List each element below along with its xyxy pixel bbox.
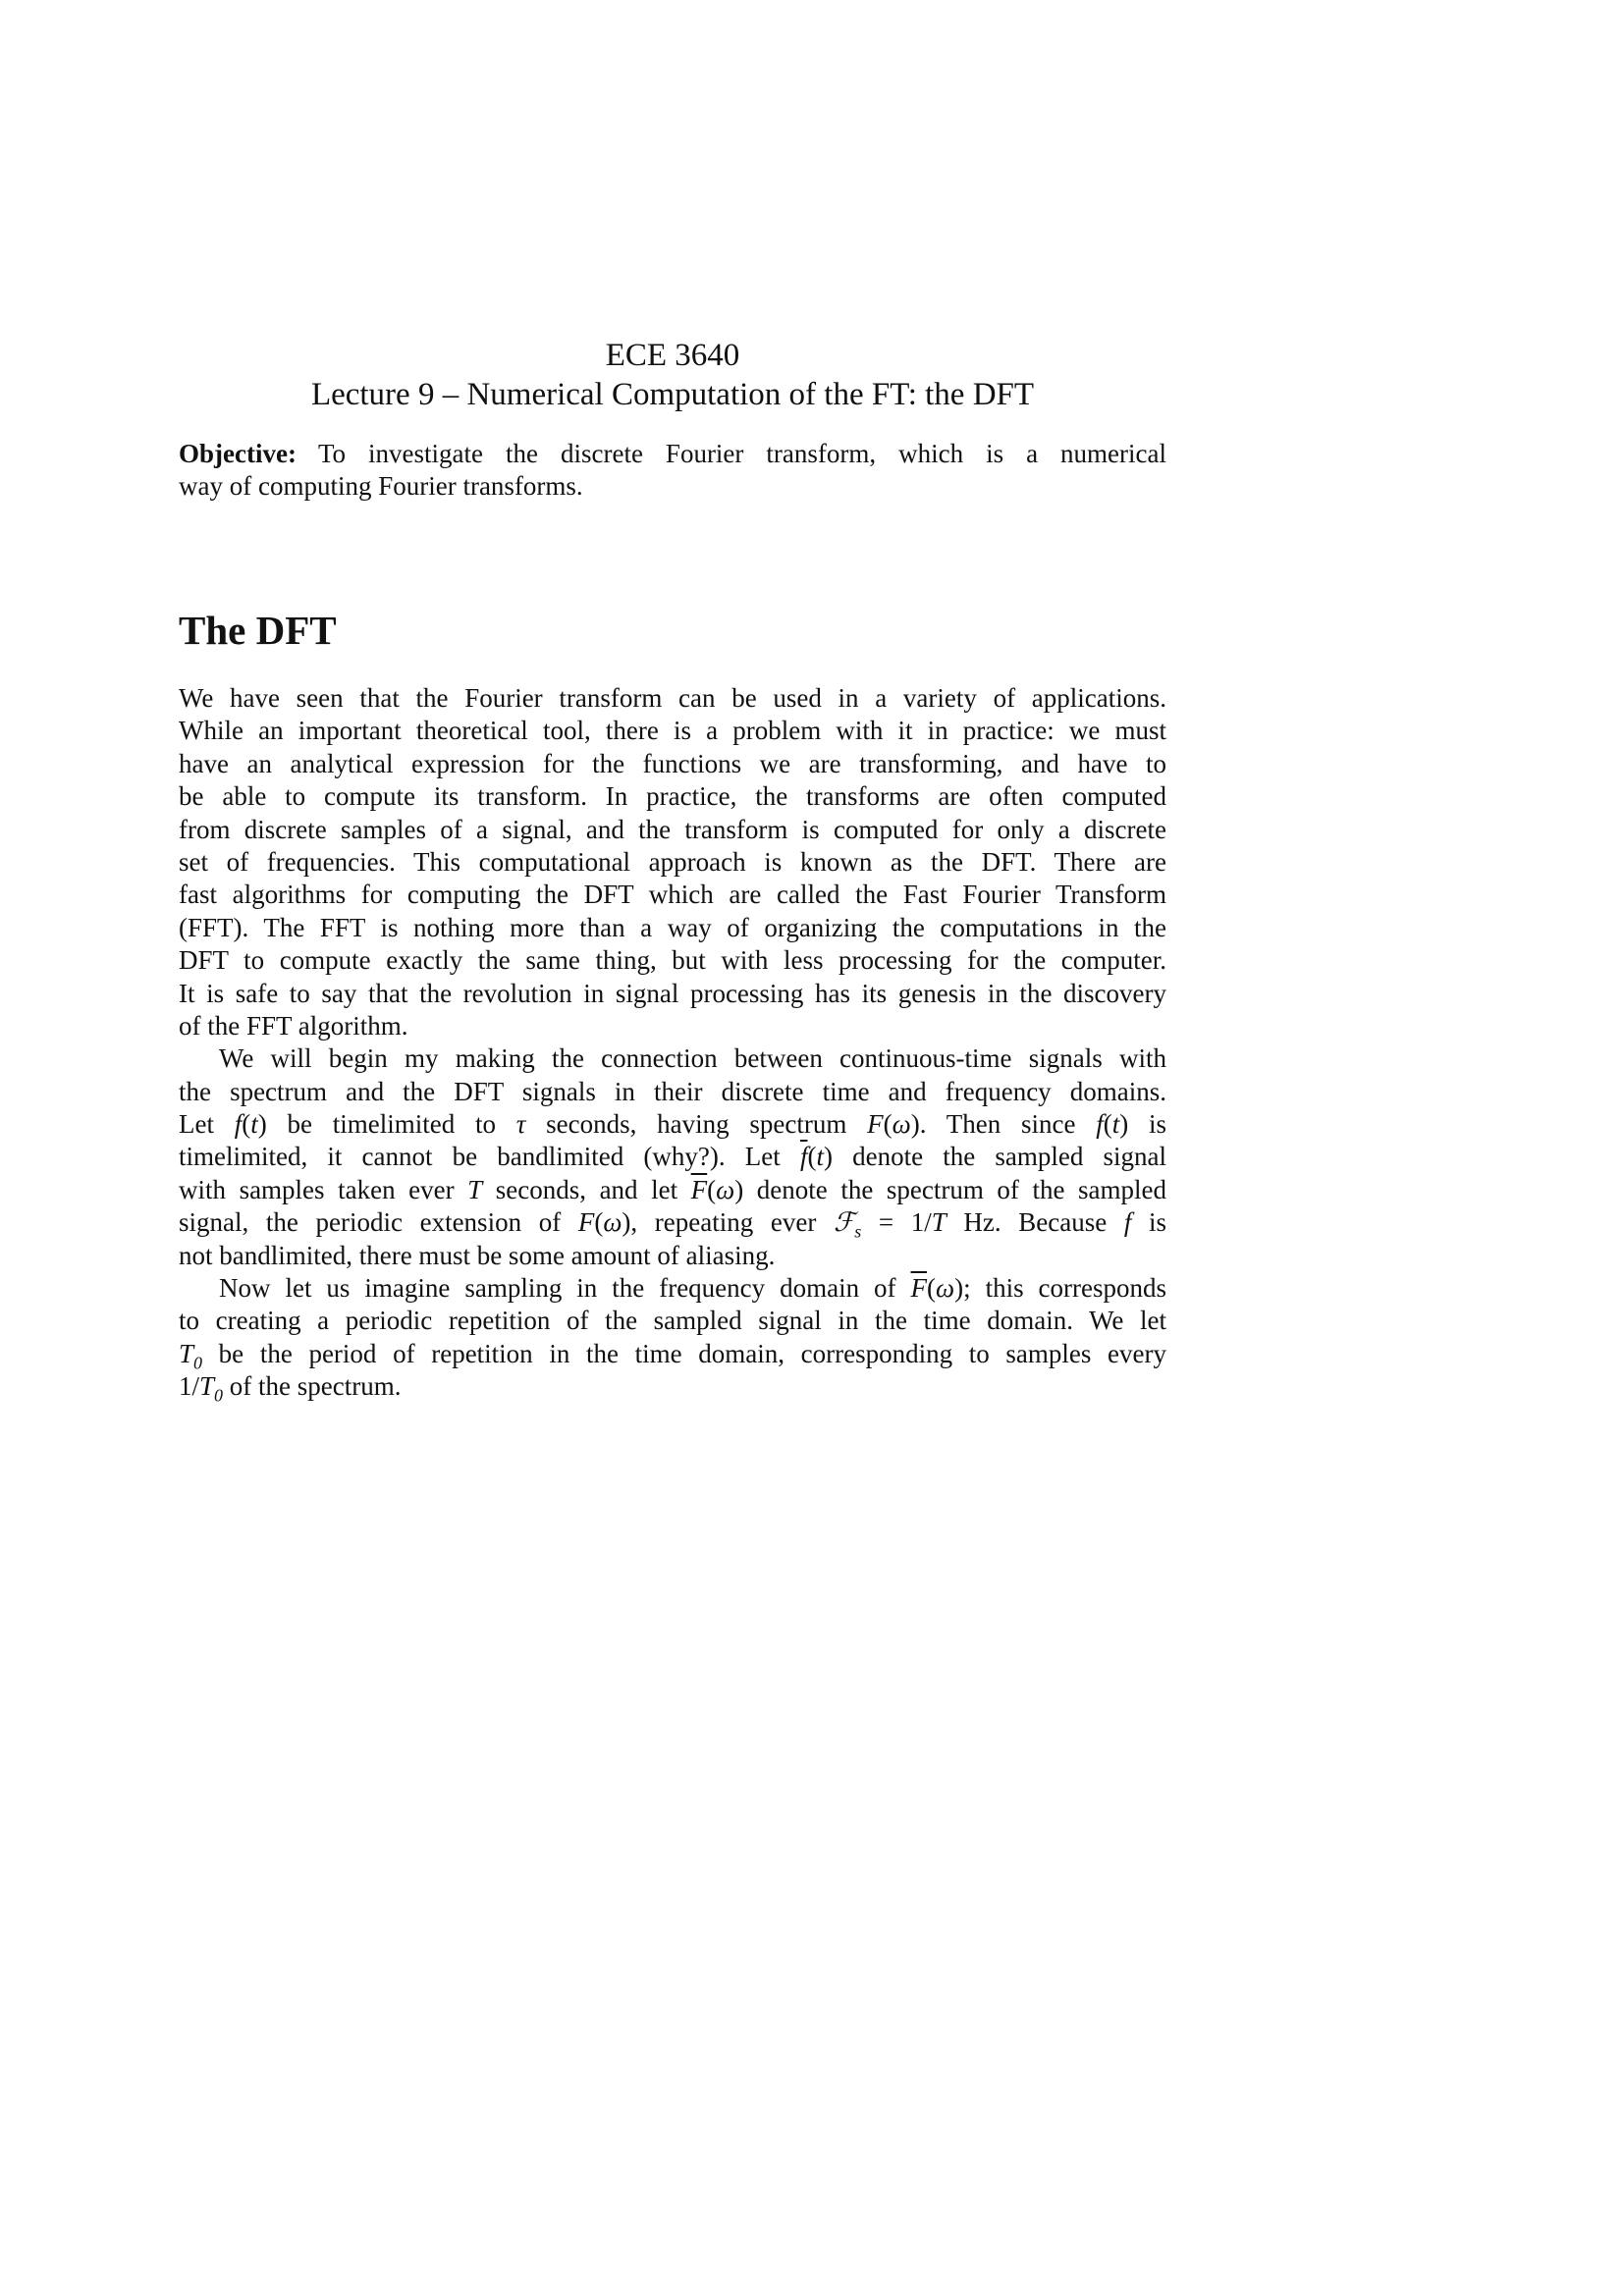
text-segment: It is safe to say that the revolution in signal processing has its genesis in the discovery <box>179 978 1166 1008</box>
objective-label: Objective: <box>179 439 297 468</box>
text-segment: be able to compute its transform. In practice, the transforms are often computed <box>179 781 1166 812</box>
text-line <box>179 1272 1166 1305</box>
text-line <box>179 1370 1166 1406</box>
math-symbol: f <box>1123 1207 1132 1238</box>
objective <box>179 438 1166 504</box>
text-segment: set of frequencies. This computational approach is known as the DFT. There are <box>179 846 1166 877</box>
text-line <box>179 1108 1166 1141</box>
text-line <box>179 1042 1166 1075</box>
text-segment: DFT to compute exactly the same thing, but with less processing for the computer. <box>179 945 1166 976</box>
text-line <box>179 846 1166 879</box>
text-line <box>179 1141 1166 1173</box>
math-symbol: T <box>931 1207 947 1238</box>
math-symbol: $\overline{F}$ <box>690 1174 708 1204</box>
text-line <box>179 944 1166 977</box>
math-symbol: $\overline{F}$ <box>910 1273 928 1304</box>
math-subscript: 0 <box>193 1353 203 1373</box>
objective-line-1 <box>179 438 1166 470</box>
text-segment: of the spectrum. <box>223 1371 402 1402</box>
math-subscript: s <box>854 1221 862 1242</box>
section-body <box>179 682 1166 1404</box>
text-segment: be the period of repetition in the time domain, corresponding to samples every <box>202 1338 1166 1368</box>
text-segment: with samples taken ever <box>179 1174 468 1204</box>
section-heading: The DFT <box>179 608 337 653</box>
math-symbol: ℱ$_s$ <box>833 1207 862 1242</box>
math-symbol: ω <box>603 1207 622 1238</box>
text-line <box>179 912 1166 944</box>
text-segment: ). Then since <box>910 1109 1097 1140</box>
text-line <box>179 715 1166 747</box>
math-symbol: ω <box>936 1273 955 1304</box>
text-line <box>179 1338 1166 1373</box>
text-line <box>179 1076 1166 1108</box>
lecture-title: Lecture 9 – Numerical Computation of the FT: the DFT <box>310 377 1035 412</box>
text-segment: Let <box>179 1109 235 1140</box>
math-symbol: T <box>467 1174 483 1204</box>
math-symbol: t <box>250 1109 258 1140</box>
text-segment: = 1/ <box>861 1207 932 1238</box>
text-segment: ( <box>707 1174 717 1204</box>
text-segment: We will begin my making the connection between continuous-time signals with <box>219 1043 1166 1074</box>
objective-text-2: way of computing Fourier transforms. <box>179 471 583 502</box>
text-line <box>179 1206 1166 1242</box>
text-segment: seconds, and let <box>482 1174 691 1204</box>
math-symbol: $\overline{f}$ <box>799 1142 808 1172</box>
text-segment: ( <box>242 1109 251 1140</box>
text-segment: seconds, having spectrum <box>525 1109 868 1140</box>
text-segment: not bandlimited, there must be some amount of aliasing. <box>179 1240 776 1270</box>
text-line <box>179 1305 1166 1337</box>
text-segment: timelimited, it cannot be bandlimited (why?). Let <box>179 1142 800 1172</box>
math-symbol: t <box>816 1142 824 1172</box>
text-segment: ), repeating ever <box>622 1207 834 1238</box>
text-segment: We have seen that the Fourier transform can be used in a variety of applications. <box>179 683 1166 713</box>
text-line <box>179 1240 1166 1272</box>
paragraph <box>179 1272 1166 1404</box>
course-title: ECE 3640 <box>605 338 740 373</box>
text-segment: While an important theoretical tool, there is a problem with it in practice: we must <box>179 716 1166 746</box>
math-symbol: τ <box>515 1109 526 1140</box>
text-line <box>179 748 1166 780</box>
math-symbol: $T_0$ <box>199 1371 224 1406</box>
text-segment: ) denote the sampled signal <box>823 1142 1167 1172</box>
math-symbol: $T_0$ <box>179 1338 203 1373</box>
text-segment: 1/ <box>179 1371 200 1402</box>
text-line <box>179 978 1166 1010</box>
math-symbol: t <box>1111 1109 1120 1140</box>
text-line <box>179 814 1166 846</box>
text-segment: ( <box>594 1207 604 1238</box>
math-subscript: 0 <box>214 1385 224 1406</box>
text-line <box>179 780 1166 813</box>
objective-text-1: To investigate the discrete Fourier transform, which is a numerical <box>317 439 1166 468</box>
text-line <box>179 879 1166 911</box>
math-symbol: f <box>234 1109 243 1140</box>
text-segment: to creating a periodic repetition of the sampled signal in the time domain. We let <box>179 1306 1166 1336</box>
text-segment: ( <box>883 1109 893 1140</box>
text-segment: ) is <box>1119 1109 1166 1140</box>
math-symbol: ω <box>716 1174 735 1204</box>
text-segment: ( <box>927 1273 937 1304</box>
text-segment: from discrete samples of a signal, and the transform is computed for only a discrete <box>179 814 1166 844</box>
paragraph <box>179 1042 1166 1272</box>
text-segment: ); this corresponds <box>954 1273 1167 1304</box>
text-line <box>179 682 1166 715</box>
text-segment: ( <box>1103 1109 1112 1140</box>
math-symbol: ω <box>892 1109 911 1140</box>
text-segment: signal, the periodic extension of <box>179 1207 578 1238</box>
text-segment: Now let us imagine sampling in the frequency domain of <box>219 1273 911 1304</box>
text-segment: of the FFT algorithm. <box>179 1010 408 1041</box>
math-symbol: F <box>577 1207 595 1238</box>
text-segment: ) denote the spectrum of the sampled <box>734 1174 1167 1204</box>
text-segment: (FFT). The FFT is nothing more than a way of organizing the computations in the <box>179 912 1166 942</box>
paragraph <box>179 682 1166 1042</box>
text-line <box>179 1010 1166 1042</box>
text-segment: is <box>1131 1207 1166 1238</box>
text-segment: ( <box>807 1142 817 1172</box>
text-segment: ) be timelimited to <box>257 1109 516 1140</box>
math-symbol: f <box>1096 1109 1104 1140</box>
text-segment: have an analytical expression for the functions we are transforming, and have to <box>179 748 1166 778</box>
text-segment: fast algorithms for computing the DFT which are called the Fast Fourier Transform <box>179 880 1166 910</box>
text-segment: Hz. Because <box>946 1207 1124 1238</box>
text-segment: the spectrum and the DFT signals in their discrete time and frequency domains. <box>179 1076 1166 1106</box>
text-line <box>179 1174 1166 1206</box>
math-symbol: F <box>867 1109 884 1140</box>
